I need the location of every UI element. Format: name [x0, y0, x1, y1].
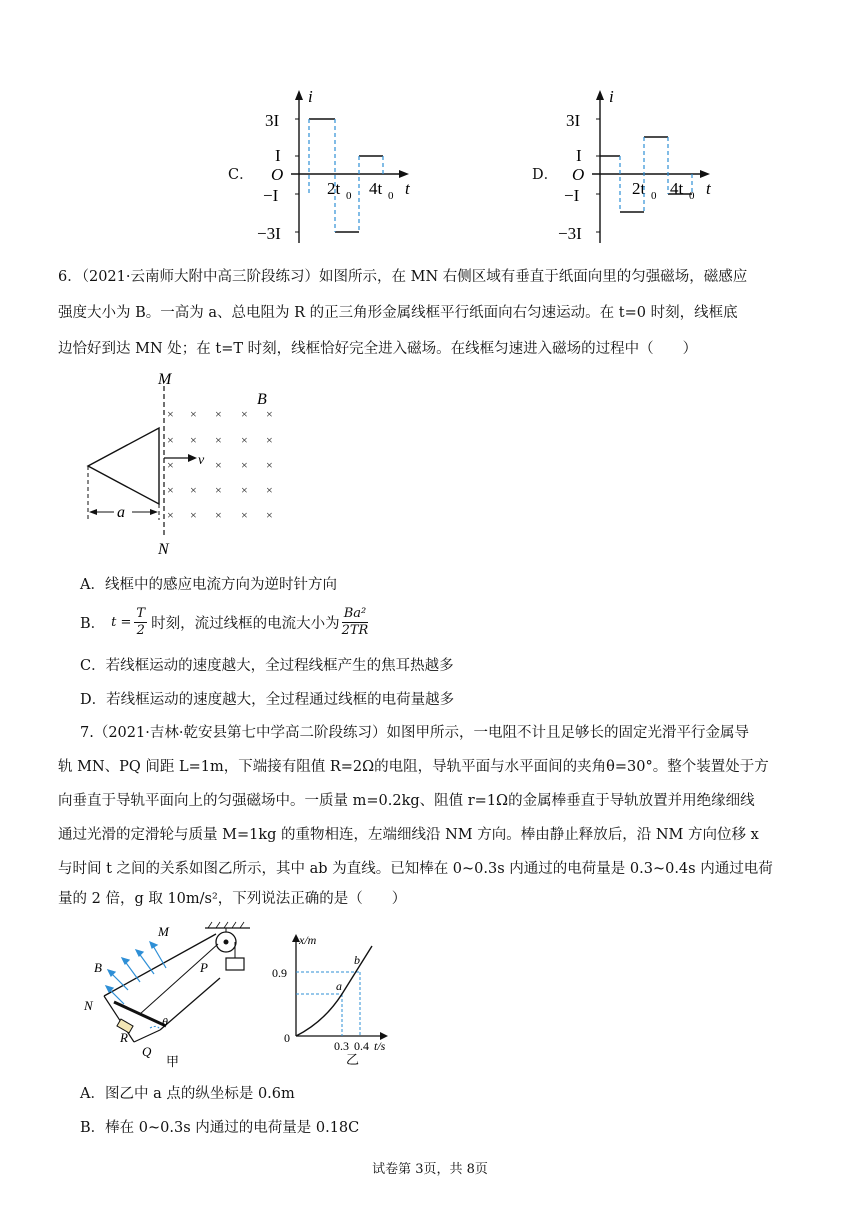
svg-text:×: × — [215, 433, 222, 447]
fig-jia-B: B — [94, 960, 102, 975]
svg-text:×: × — [241, 458, 248, 472]
svg-text:×: × — [266, 508, 273, 522]
fig-jia-caption: 甲 — [166, 1054, 180, 1068]
q7-text-line-4: 通过光滑的定滑轮与质量 M=1kg 的重物相连，左端细线沿 NM 方向。棒由静止释放后，沿 NM 方向位移 x — [58, 827, 759, 843]
label-N: N — [158, 541, 169, 558]
svg-text:×: × — [266, 458, 273, 472]
q6-option-c: C．若线框运动的速度越大，全过程线框产生的焦耳热越多 — [80, 658, 454, 674]
fig-jia-M: M — [158, 924, 169, 939]
graph-c-y-3I: 3I — [265, 111, 280, 130]
graph-d-y-I: I — [576, 146, 582, 165]
graph-d-origin: O — [572, 165, 585, 184]
q6-figure — [80, 372, 290, 558]
yi-point-a: a — [336, 979, 342, 993]
q6-option-b — [80, 600, 368, 644]
graph-d-x-4t0-sub: 0 — [689, 190, 695, 202]
svg-text:×: × — [266, 433, 273, 447]
label-v: v — [198, 453, 205, 468]
graph-d-x-4t0: 4t — [670, 179, 684, 198]
svg-text:×: × — [241, 508, 248, 522]
graph-c-x-2t0: 2t — [327, 179, 341, 198]
graph-d-y-negI: −I — [564, 186, 580, 205]
yi-y09: 0.9 — [272, 966, 287, 980]
svg-text:×: × — [241, 483, 248, 497]
svg-text:×: × — [190, 433, 197, 447]
q6-option-b-t: t = — [111, 614, 132, 630]
svg-text:×: × — [215, 508, 222, 522]
graph-c-y-I: I — [275, 146, 281, 165]
svg-text:×: × — [167, 407, 174, 421]
page-footer: 试卷第 3页，共 8页 — [372, 1162, 488, 1177]
q7-figure-jia — [80, 918, 260, 1068]
graph-c-y-neg3I: −3I — [257, 224, 281, 243]
graph-d-y-3I: 3I — [566, 111, 581, 130]
magnetic-field-crosses — [167, 407, 273, 522]
rail-PQ — [160, 978, 220, 1030]
svg-text:×: × — [167, 508, 174, 522]
svg-text:×: × — [190, 483, 197, 497]
svg-text:×: × — [190, 407, 197, 421]
graph-c — [255, 88, 430, 248]
graph-d-x-2t0-sub: 0 — [651, 190, 657, 202]
fig-jia-P: P — [200, 960, 208, 975]
graph-d-t-arrow — [700, 170, 710, 178]
graph-c-i-arrow — [295, 90, 303, 100]
graph-d-t-label: t — [706, 179, 711, 198]
q6-option-b-frac-t: $\frac{T}{2}$ — [136, 605, 146, 638]
graph-c-i-label: i — [308, 88, 313, 106]
svg-text:×: × — [215, 458, 222, 472]
fig-jia-Q: Q — [142, 1044, 152, 1059]
q7-text-line-2: 轨 MN、PQ 间距 L=1m，下端接有阻值 R=2Ω的电阻，导轨平面与水平面间的夹角θ=30°。整个装置处于方 — [58, 759, 769, 775]
q6-option-b-frac-current: $\frac{\text{Ba²}}{2TR}$ — [341, 605, 369, 638]
q7-text-line-5: 与时间 t 之间的关系如图乙所示，其中 ab 为直线。已知棒在 0~0.3s 内通过的电荷量是 0.3~0.4s 内通过电荷 — [58, 861, 773, 877]
option-c-label: C． — [228, 167, 254, 183]
yi-point-b: b — [354, 953, 360, 967]
yi-ylabel: x/m — [299, 933, 317, 947]
q7-option-b: B．棒在 0~0.3s 内通过的电荷量是 0.18C — [80, 1120, 360, 1136]
triangle-frame — [88, 428, 159, 504]
fig-jia-theta: θ — [162, 1015, 168, 1029]
graph-d-y-neg3I: −3I — [558, 224, 582, 243]
q6-option-b-prefix: B． — [80, 615, 106, 632]
yi-origin: 0 — [284, 1031, 290, 1045]
graph-c-y-negI: −I — [263, 186, 279, 205]
q6-option-b-mid: 时刻，流过线框的电流大小为 — [151, 615, 340, 632]
svg-text:×: × — [167, 483, 174, 497]
option-d-label: D． — [532, 167, 559, 183]
q7-text-line-3: 向垂直于导轨平面向上的匀强磁场中。一质量 m=0.2kg、阻值 r=1Ω的金属棒垂直于导轨放置并用绝缘细线 — [58, 793, 755, 809]
svg-text:×: × — [167, 458, 174, 472]
svg-text:×: × — [241, 433, 248, 447]
graph-d-x-2t0: 2t — [632, 179, 646, 198]
graph-d-i-label: i — [609, 88, 614, 106]
yi-caption: 乙 — [346, 1052, 360, 1066]
graph-c-t-label: t — [405, 179, 410, 198]
yi-x-t-curve — [296, 946, 372, 1036]
label-M: M — [158, 372, 172, 388]
svg-text:×: × — [190, 508, 197, 522]
label-a: a — [117, 504, 125, 521]
fig-jia-N: N — [84, 998, 93, 1013]
q6-option-a: A．线框中的感应电流方向为逆时针方向 — [80, 577, 337, 593]
graph-c-x-2t0-sub: 0 — [346, 190, 352, 202]
q6-text-line-3: 边恰好到达 MN 处；在 t=T 时刻，线框恰好完全进入磁场。在线框匀速进入磁场的过程中（ ） — [58, 341, 698, 357]
q6-text-line-2: 强度大小为 B。一高为 a、总电阻为 R 的正三角形金属线框平行纸面向右匀速运动。在 t=0 时刻，线框底 — [58, 305, 738, 321]
fig-jia-R: R — [120, 1030, 128, 1045]
q6-option-d: D．若线框运动的速度越大，全过程通过线框的电荷量越多 — [80, 692, 455, 708]
graph-d-i-arrow — [596, 90, 604, 100]
graph-c-t-arrow — [399, 170, 409, 178]
q6-text-line-1: 6．（2021·云南师大附中高三阶段练习）如图所示，在 MN 右侧区域有垂直于纸面向里的匀强磁场，磁感应 — [58, 269, 748, 285]
q7-figure-yi — [272, 926, 392, 1066]
svg-text:×: × — [241, 407, 248, 421]
yi-x03: 0.3 — [334, 1039, 349, 1053]
svg-text:×: × — [266, 407, 273, 421]
q7-text-line-1: 7.（2021·吉林·乾安县第七中学高二阶段练习）如图甲所示，一电阻不计且足够长的固定光滑平行金属导 — [80, 725, 749, 741]
graph-c-x-4t0: 4t — [369, 179, 383, 198]
svg-text:×: × — [215, 483, 222, 497]
svg-text:×: × — [215, 407, 222, 421]
yi-xlabel: t/s — [374, 1039, 386, 1053]
hanging-weight — [226, 958, 244, 970]
svg-text:×: × — [266, 483, 273, 497]
q7-option-a: A．图乙中 a 点的纵坐标是 0.6m — [80, 1086, 295, 1102]
yi-x04: 0.4 — [354, 1039, 369, 1053]
q7-text-line-6: 量的 2 倍，g 取 10m/s²，下列说法正确的是（ ） — [58, 891, 407, 907]
graph-c-x-4t0-sub: 0 — [388, 190, 394, 202]
graph-d — [558, 88, 733, 248]
graph-c-origin: O — [271, 165, 284, 184]
svg-text:×: × — [167, 433, 174, 447]
label-B: B — [257, 391, 267, 408]
